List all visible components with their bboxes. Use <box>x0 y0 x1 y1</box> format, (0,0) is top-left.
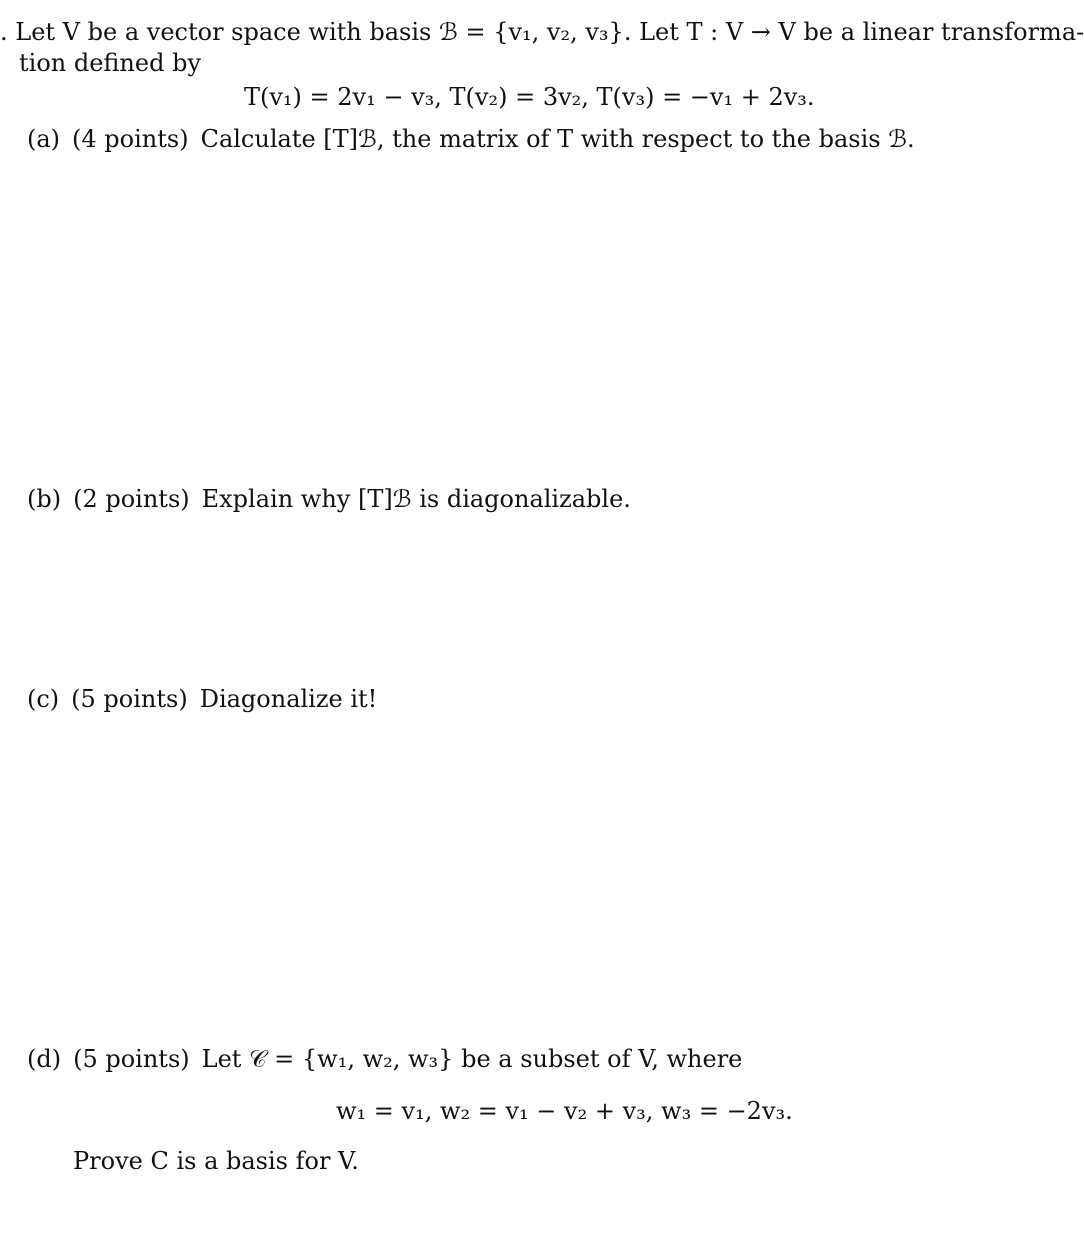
part-b <box>27 484 631 514</box>
part-a <box>27 124 915 154</box>
part-a-label: (a) <box>27 125 61 153</box>
part-b-label: (b) <box>27 485 62 513</box>
transformation-definition: T(v₁) = 2v₁ − v₃, T(v₂) = 3v₂, T(v₃) = −v₁ + 2v₃. <box>244 83 815 111</box>
part-a-text: Calculate [T]ℬ, the matrix of T with respect to the basis ℬ. <box>200 125 915 153</box>
part-d-label: (d) <box>27 1045 62 1073</box>
part-c-label: (c) <box>27 685 60 713</box>
part-c-points: (5 points) <box>71 685 188 713</box>
part-b-points: (2 points) <box>73 485 190 513</box>
part-a-points: (4 points) <box>72 125 189 153</box>
part-c <box>27 684 377 714</box>
part-c-text: Diagonalize it! <box>199 685 378 713</box>
part-d-conclusion: Prove C is a basis for V. <box>73 1147 359 1175</box>
part-d-text: Let 𝒞 = {w₁, w₂, w₃} be a subset of V, where <box>201 1045 743 1073</box>
part-b-text: Explain why [T]ℬ is diagonalizable. <box>201 485 631 513</box>
part-d <box>27 1044 742 1074</box>
problem-intro-line2: tion defined by <box>19 49 202 77</box>
part-d-points: (5 points) <box>73 1045 190 1073</box>
problem-intro-line1: . Let V be a vector space with basis ℬ = {v₁, v₂, v₃}. Let T : V → V be a linear transforma- <box>0 18 1084 46</box>
part-d-equation: w₁ = v₁, w₂ = v₁ − v₂ + v₃, w₃ = −2v₃. <box>336 1097 793 1125</box>
